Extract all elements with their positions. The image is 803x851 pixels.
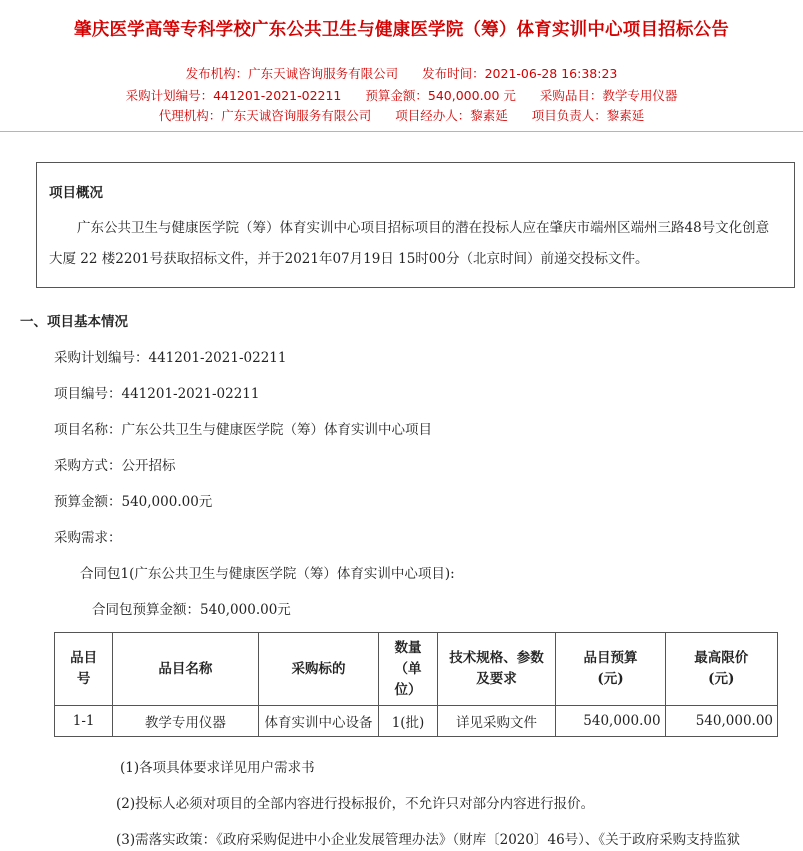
header-quantity-label: 数量（单位） [394, 639, 422, 698]
package-budget-line: 合同包预算金额：540,000.00元 [92, 602, 291, 618]
header-item-budget [556, 633, 665, 706]
meta-line-plan [0, 86, 803, 104]
header-item-number [55, 633, 113, 706]
cell-item-number: 1-1 [55, 706, 113, 737]
project-number-line: 项目编号：441201-2021-02211 [54, 386, 260, 402]
cell-procurement-subject: 体育实训中心设备 [258, 706, 379, 737]
cell-item-budget: 540,000.00 [556, 706, 665, 737]
procurement-demand-line: 采购需求： [54, 530, 122, 546]
publisher-text: 发布机构：广东天诚咨询服务有限公司 [185, 66, 399, 81]
procurement-category-text: 采购品目：教学专用仪器 [539, 88, 678, 103]
project-leader-text: 项目负责人：黎素延 [531, 108, 645, 123]
note-1: (1)各项具体要求详见用户需求书 [120, 760, 315, 776]
publish-time-text: 发布时间：2021-06-28 16:38:23 [422, 66, 618, 81]
procurement-items-table [54, 632, 778, 737]
overview-text: 广东公共卫生与健康医学院（筹）体育实训中心项目招标项目的潜在投标人应在肇庆市端州区端州三路48号文化创意大厦 22 楼2201号获取招标文件，并于2021年07月19日 15时00分（北京时间）前递交投标文件。 [49, 220, 770, 267]
budget-line: 预算金额：540,000.00元 [54, 494, 213, 510]
header-item-name: 品目名称 [113, 633, 258, 706]
table-header-row [55, 633, 778, 706]
agency-text: 代理机构：广东天诚咨询服务有限公司 [158, 108, 372, 123]
header-item-budget-label: 品目预算(元) [583, 650, 638, 687]
budget-text: 预算金额：540,000.00 元 [365, 88, 516, 103]
project-name-line: 项目名称：广东公共卫生与健康医学院（筹）体育实训中心项目 [54, 422, 432, 438]
overview-title: 项目概况 [49, 185, 103, 201]
meta-line-publisher [0, 64, 803, 82]
cell-max-price: 540,000.00 [665, 706, 777, 737]
note-2: (2)投标人必须对项目的全部内容进行投标报价，不允许只对部分内容进行报价。 [116, 796, 595, 812]
project-overview-box [36, 162, 795, 288]
cell-quantity: 1(批) [379, 706, 437, 737]
plan-number-line: 采购计划编号：441201-2021-02211 [54, 350, 287, 366]
header-divider [0, 131, 803, 132]
note-3: (3)需落实政策：《政府采购促进中小企业发展管理办法》（财库〔2020〕46号）、《关于政府采购支持监狱 [116, 832, 741, 848]
header-max-price-label: 最高限价(元) [694, 650, 749, 687]
page-title: 肇庆医学高等专科学校广东公共卫生与健康医学院（筹）体育实训中心项目招标公告 [74, 20, 729, 40]
table-row [55, 706, 778, 737]
header-specs-label: 技术规格、参数及要求 [449, 650, 544, 687]
cell-specs: 详见采购文件 [437, 706, 556, 737]
plan-number-text: 采购计划编号：441201-2021-02211 [125, 88, 342, 103]
header-procurement-subject: 采购标的 [258, 633, 379, 706]
header-max-price [665, 633, 777, 706]
meta-line-agency [0, 106, 803, 124]
header-quantity [379, 633, 437, 706]
handler-text: 项目经办人：黎素延 [395, 108, 508, 123]
procurement-method-line: 采购方式：公开招标 [54, 458, 176, 474]
package-name-line: 合同包1(广东公共卫生与健康医学院（筹）体育实训中心项目): [80, 566, 455, 582]
header-specs [437, 633, 556, 706]
section-heading-basic-info: 一、项目基本情况 [20, 314, 128, 330]
cell-item-name: 教学专用仪器 [113, 706, 258, 737]
header-item-number-label: 品目号 [70, 650, 98, 687]
